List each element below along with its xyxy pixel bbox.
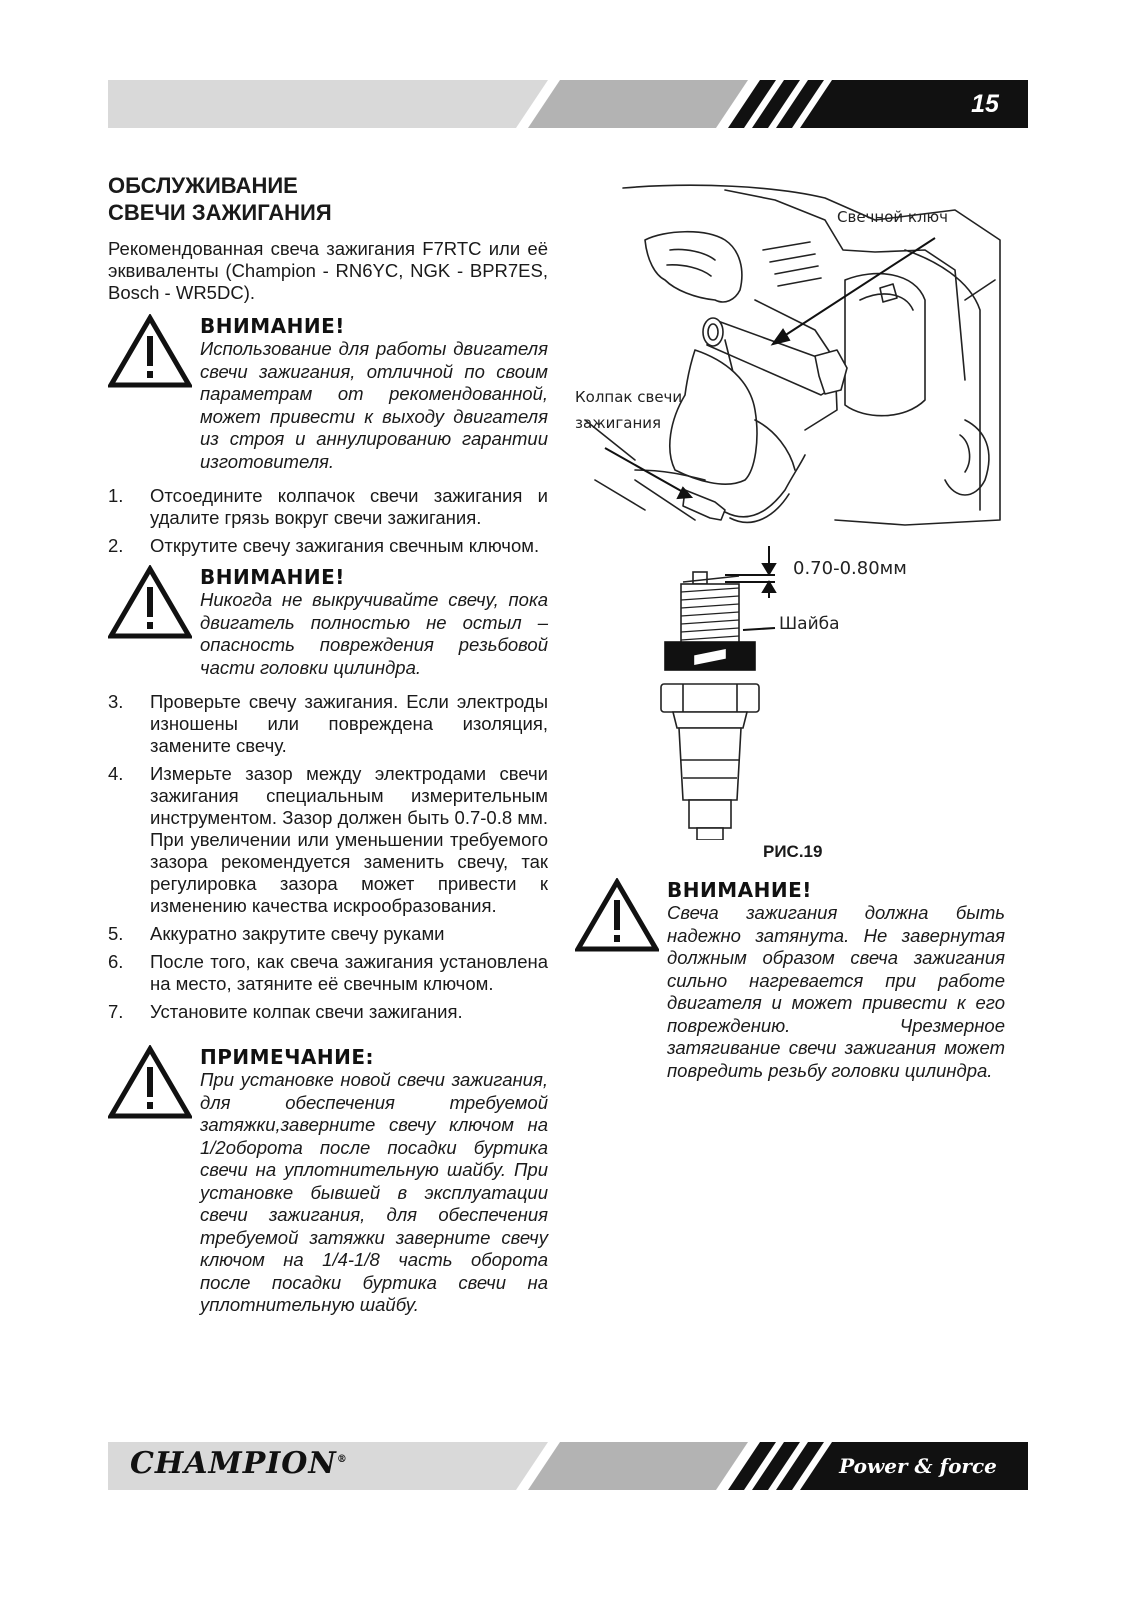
warning-triangle-icon bbox=[108, 1045, 192, 1119]
label-electrode-gap: 0.70-0.80мм bbox=[793, 558, 907, 579]
tagline: Power & force bbox=[839, 1454, 997, 1478]
warning-heading: ВНИМАНИЕ! bbox=[200, 314, 345, 338]
steps-list-a bbox=[108, 485, 548, 557]
note-block bbox=[108, 1045, 548, 1317]
champion-logo bbox=[130, 1446, 348, 1481]
warning-heading: ВНИМАНИЕ! bbox=[667, 878, 812, 902]
figure-19 bbox=[575, 180, 1005, 870]
warning-text: Никогда не выкручивайте свечу, пока двигатель полностью не остыл – опасность повреждения резьбовой части головки цилиндра. bbox=[200, 589, 548, 678]
label-washer: Шайба bbox=[779, 614, 840, 634]
section-title-line1: ОБСЛУЖИВАНИЕ bbox=[108, 173, 298, 198]
brand-name: CHAMPION bbox=[130, 1446, 337, 1481]
list-item: 4. Измерьте зазор между электродами свечи зажигания специальным измерительным инструментом. Зазор должен быть 0.7-0.8 мм. При увеличении или уменьшении требуемого зазора рекомендуется заменить свечу, так регулировка зазора может привести к изменению качества искрообразования. bbox=[108, 763, 548, 916]
label-spark-plug-wrench: Свечной ключ bbox=[837, 208, 949, 226]
warning-block-2 bbox=[108, 565, 548, 679]
warning-triangle-icon bbox=[108, 565, 192, 639]
header-band bbox=[108, 80, 1028, 128]
warning-triangle-icon bbox=[108, 314, 192, 388]
figure-caption: РИС.19 bbox=[763, 842, 823, 861]
note-text: При установке новой свечи зажигания, для обеспечения требуемой затяжки,заверните свечу ключом на 1/2оборота после посадки буртика свечи на уплотнительную шайбу. При установке бывшей в эксплуатации свечи зажигания, для обеспечения требуемой затяжки заверните свечу ключом на 1/4-1/8 часть оборота после посадки буртика свечи на уплотнительную шайбу. bbox=[200, 1069, 548, 1315]
page-number: 15 bbox=[971, 90, 999, 118]
warning-block-3 bbox=[575, 878, 1005, 1082]
left-column bbox=[108, 172, 548, 1329]
section-title-line2: СВЕЧИ ЗАЖИГАНИЯ bbox=[108, 200, 332, 225]
warning-block-1 bbox=[108, 314, 548, 473]
note-heading: ПРИМЕЧАНИЕ: bbox=[200, 1045, 374, 1069]
spark-plug-illustration bbox=[575, 180, 1005, 840]
trademark-symbol: ® bbox=[336, 1454, 348, 1465]
warning-heading: ВНИМАНИЕ! bbox=[200, 565, 345, 589]
label-spark-plug-cap-line2: зажигания bbox=[575, 414, 662, 432]
warning-triangle-icon bbox=[575, 878, 659, 952]
intro-paragraph: Рекомендованная свеча зажигания F7RTC или её эквиваленты (Champion - RN6YC, NGK - BPR7ES, Bosch - WR5DC). bbox=[108, 238, 548, 303]
list-item: 7. Установите колпак свечи зажигания. bbox=[108, 1001, 463, 1022]
list-item: 2. Открутите свечу зажигания свечным ключом. bbox=[108, 535, 540, 556]
section-title bbox=[108, 172, 548, 226]
list-item: 6. После того, как свеча зажигания установлена на место, затяните её свечным ключом. bbox=[108, 951, 548, 994]
steps-list-b bbox=[108, 691, 548, 1023]
label-spark-plug-cap-line1: Колпак свечи bbox=[575, 388, 683, 406]
list-item: 5. Аккуратно закрутите свечу руками bbox=[108, 923, 445, 944]
list-item: 1. Отсоедините колпачок свечи зажигания и удалите грязь вокруг свечи зажигания. bbox=[108, 485, 548, 528]
warning-text: Свеча зажигания должна быть надежно затянута. Не завернутая должным образом свеча зажигания сильно нагревается при работе двигателя и может привести к его повреждению. Чрезмерное затягивание свечи зажигания может повредить резьбу головки цилиндра. bbox=[667, 902, 1005, 1081]
list-item: 3. Проверьте свечу зажигания. Если электроды изношены или повреждена изоляция, замените свечу. bbox=[108, 691, 548, 756]
warning-text: Использование для работы двигателя свечи зажигания, отличной по своим параметрам от рекомендованной, может привести к выходу двигателя из строя и аннулированию гарантии изготовителя. bbox=[200, 338, 548, 472]
